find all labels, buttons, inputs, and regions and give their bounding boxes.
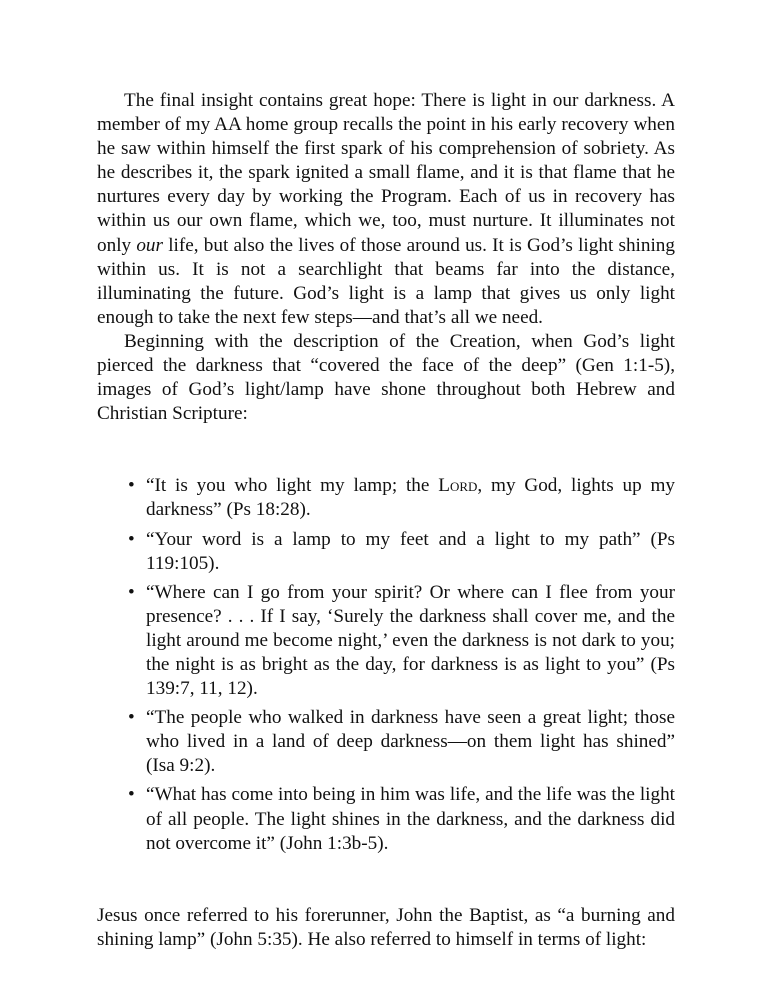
bullet-icon: •: [128, 784, 135, 806]
paragraph-hope-text-1: The final insight contains great hope: There is light in our darkness. A member of my AA home group recalls the point in his early recovery when he saw within himself the first spark of his comprehension of sobriety. As he describes it, the spark ignited a small flame, and it is that flame that he nurtures every day by working the Program. Each of us in recovery has within us our own flame, which we, too, must nurture. It illuminates not only: [97, 90, 675, 256]
document-page: [97, 89, 675, 952]
list-item-text: “Your word is a lamp to my feet and a light to my path” (Ps 119:105).: [146, 528, 675, 574]
bullet-icon: •: [128, 707, 135, 729]
list-item-text-2: , my God, lights up my darkness” (Ps 18:28).: [146, 475, 675, 521]
paragraph-hope: [97, 89, 675, 330]
list-item-text: “Where can I go from your spirit? Or where can I flee from your presence? . . . If I say, ‘Surely the darkness shall cover me, and the light around me become night,’ even the darkness is not dark to you; the night is as bright as the day, for darkness is as light to you” (Ps 139:7, 11, 12).: [146, 581, 675, 700]
scripture-list: [97, 474, 675, 855]
list-item: [128, 474, 675, 522]
paragraph-creation: Beginning with the description of the Creation, when God’s light pierced the darkness that “covered the face of the deep” (Gen 1:1-5), images of God’s light/lamp have shone throughout both Hebrew and Christian Scripture:: [97, 330, 675, 425]
list-item: [128, 581, 675, 701]
list-item-text: “What has come into being in him was life, and the life was the light of all people. The light shines in the darkness, and the darkness did not overcome it” (John 1:3b-5).: [146, 784, 675, 854]
list-item: [128, 706, 675, 778]
emphasis-our: our: [136, 234, 163, 256]
list-item: [128, 528, 675, 576]
lord-small-caps: Lord: [438, 475, 478, 497]
paragraph-john-baptist: Jesus once referred to his forerunner, John the Baptist, as “a burning and shining lamp” (John 5:35). He also referred to himself in terms of light:: [97, 904, 675, 950]
list-item-text-1: “It is you who light my lamp; the: [146, 475, 439, 497]
list-item: [128, 783, 675, 855]
paragraph-hope-text-2: life, but also the lives of those around us. It is God’s light shining within us. It is not a searchlight that beams far into the distance, illuminating the future. God’s light is a lamp that gives us only light enough to take the next few steps—and that’s all we need.: [97, 234, 675, 328]
bullet-icon: •: [128, 581, 135, 603]
list-item-text: “The people who walked in darkness have seen a great light; those who lived in a land of deep darkness—on them light has shined” (Isa 9:2).: [146, 707, 675, 777]
bullet-icon: •: [128, 528, 135, 550]
bullet-icon: •: [128, 475, 135, 497]
